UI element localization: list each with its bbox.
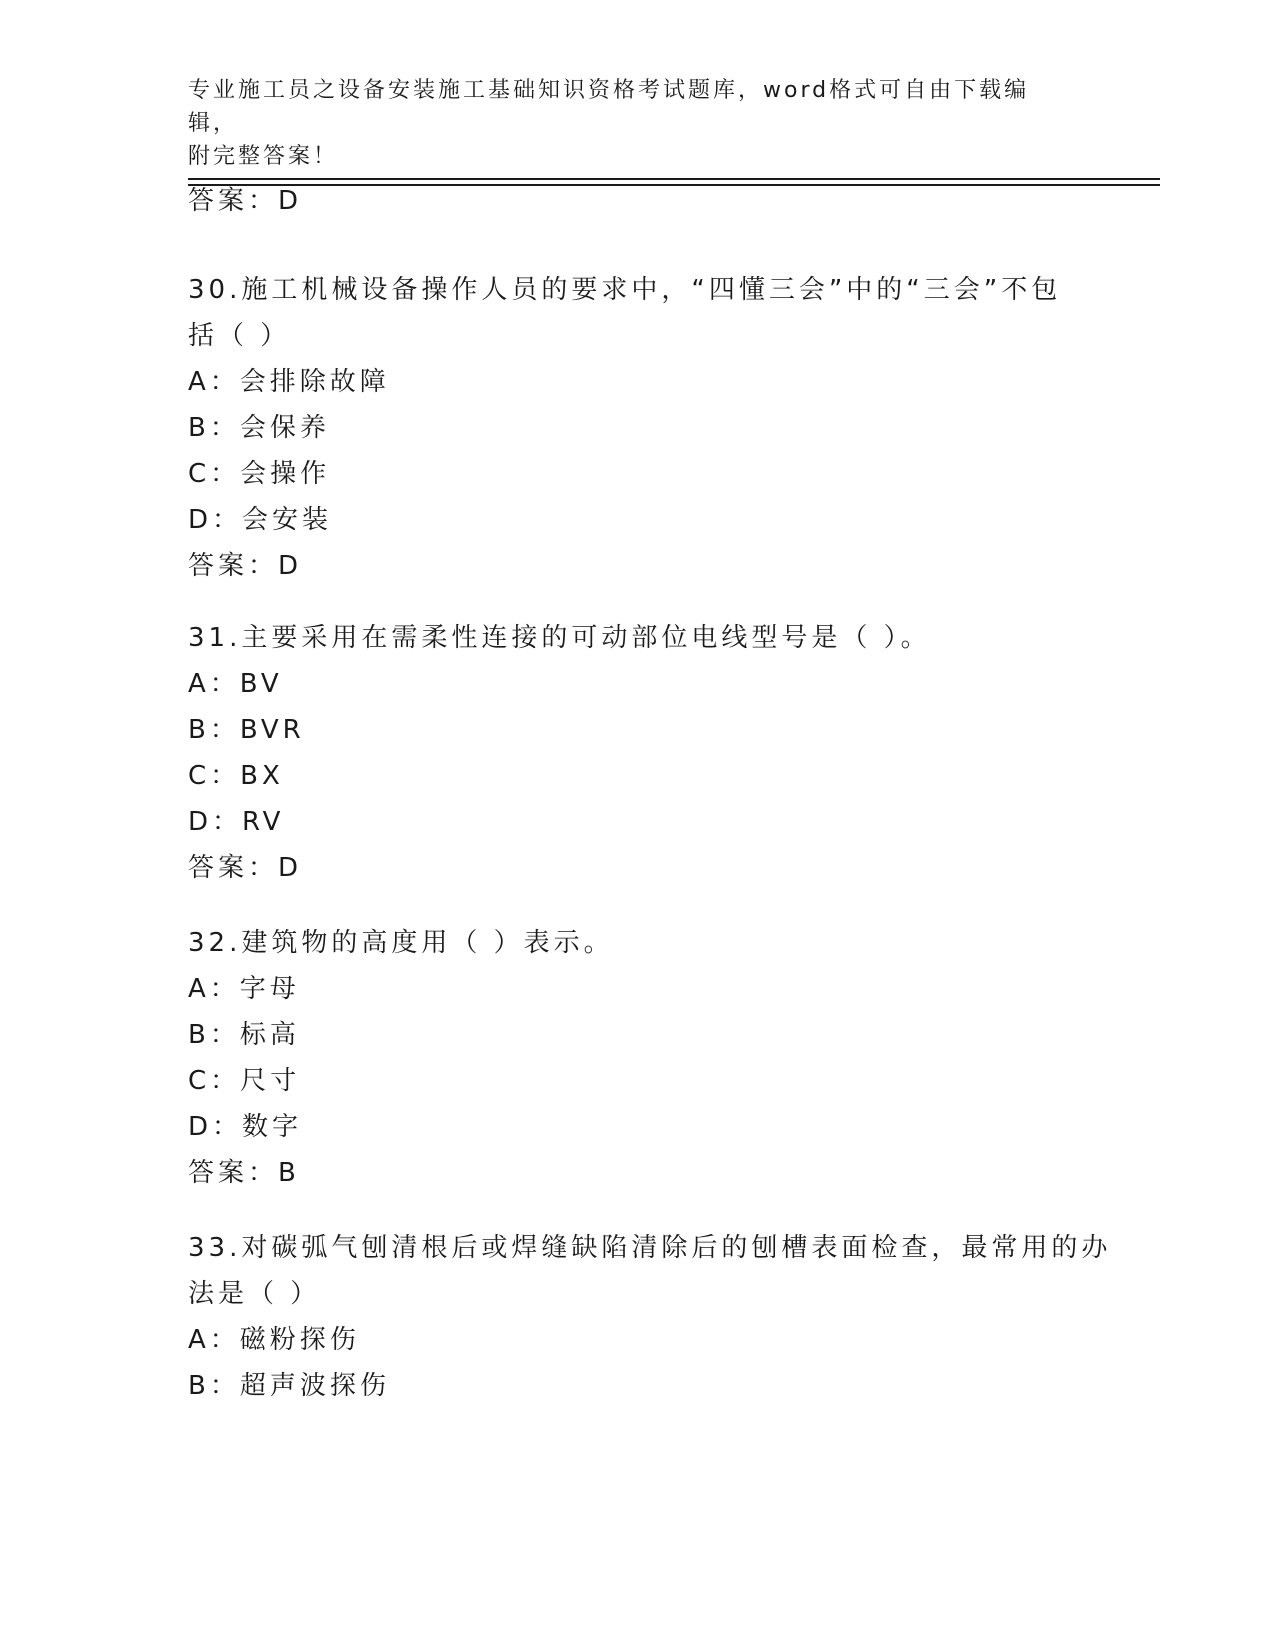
answer-label: 答案：D [188,186,303,216]
question-stem: 31.主要采用在需柔性连接的可动部位电线型号是（ ）。 [188,623,931,653]
option-d: D：RV [188,807,285,837]
question-30 [188,267,1088,589]
option-b: B：会保养 [188,413,330,443]
option-a: A：BV [188,669,283,699]
question-31 [188,615,1088,891]
option-a: A：字母 [188,974,300,1004]
answer-label: 答案：B [188,1158,300,1188]
question-stem-continued: 法是（ ） [188,1279,321,1309]
question-stem: 33.对碳弧气刨清根后或焊缝缺陷清除后的刨槽表面检查，最常用的办 [188,1233,1112,1263]
option-d: D：会安装 [188,505,333,535]
answer-label: 答案：D [188,853,303,883]
document-header [188,74,1068,173]
question-stem-continued: 括（ ） [188,321,291,351]
option-b: B：标高 [188,1020,300,1050]
header-line-1: 专业施工员之设备安装施工基础知识资格考试题库，word格式可自由下载编辑， [188,78,1030,136]
answer-label: 答案：D [188,551,303,581]
option-c: C：BX [188,761,284,791]
question-stem: 30.施工机械设备操作人员的要求中，“四懂三会”中的“三会”不包 [188,275,1062,305]
question-33 [188,1225,1112,1409]
question-32 [188,920,1088,1196]
option-a: A：磁粉探伤 [188,1325,360,1355]
previous-answer-block [188,178,1088,224]
header-line-2: 附完整答案！ [188,144,339,169]
question-stem: 32.建筑物的高度用（ ）表示。 [188,928,614,958]
option-c: C：会操作 [188,459,331,489]
option-a: A：会排除故障 [188,367,390,397]
option-b: B：BVR [188,715,305,745]
option-d: D：数字 [188,1112,303,1142]
option-b: B：超声波探伤 [188,1371,390,1401]
option-c: C：尺寸 [188,1066,301,1096]
